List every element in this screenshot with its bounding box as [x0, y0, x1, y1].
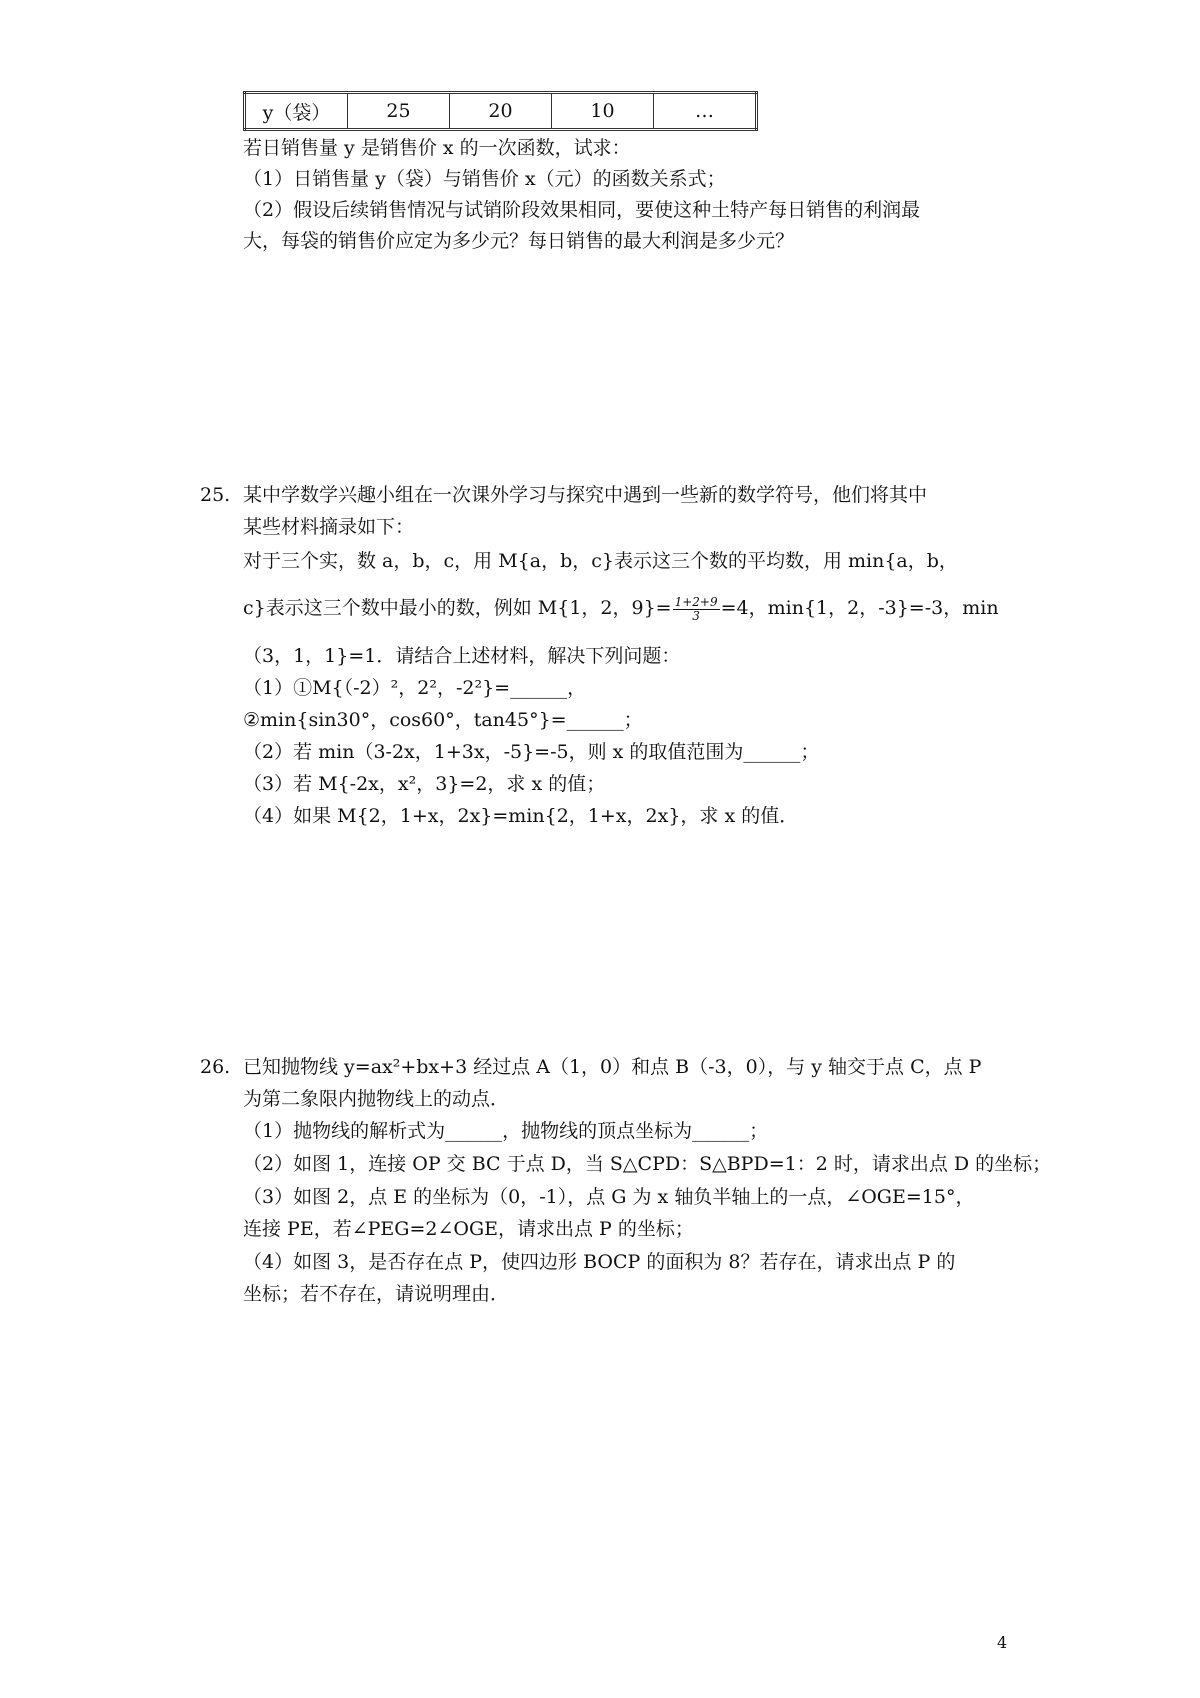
q25-part1-b: ②min{sin30°，cos60°，tan45°}=______； — [243, 709, 643, 731]
q25-example-line — [243, 593, 999, 623]
q25-part4: （4）如果 M{2，1+x，2x}=min{2，1+x，2x}，求 x 的值． — [243, 805, 799, 827]
q25-part3: （3）若 M{-2x，x²，3}=2，求 x 的值； — [243, 773, 606, 795]
q25-line: 对于三个实，数 a，b，c，用 M{a，b，c}表示这三个数的平均数，用 min{a，b， — [243, 550, 958, 572]
table-cell: 10 — [552, 93, 654, 130]
q25-number: 25. — [200, 484, 231, 506]
fraction-numerator: 1+2+9 — [674, 594, 718, 609]
table-cell: 20 — [450, 93, 552, 130]
page-number: 4 — [997, 1633, 1008, 1652]
q24-line: 若日销售量 y 是销售价 x 的一次函数，试求： — [243, 137, 631, 159]
q26-part4-cont: 坐标；若不存在，请说明理由． — [243, 1283, 510, 1305]
q24-part2-cont: 大，每袋的销售价应定为多少元？每日销售的最大利润是多少元？ — [243, 230, 795, 252]
q25-line: 某些材料摘录如下： — [243, 516, 415, 538]
q24-part1: （1）日销售量 y（袋）与销售价 x（元）的函数关系式； — [243, 168, 726, 190]
q25-part1: （1）①M{（-2）²，2²，-2²}=______， — [243, 677, 587, 699]
table-row — [245, 93, 757, 130]
q25-part2: （2）若 min（3-2x，1+3x，-5}=-5，则 x 的取值范围为______； — [243, 741, 820, 763]
q25-example-b: =4，min{1，2，-3}=-3，min — [720, 597, 999, 619]
q26-part1: （1）抛物线的解析式为______，抛物线的顶点坐标为______； — [243, 1120, 769, 1142]
q24-part2: （2）假设后续销售情况与试销阶段效果相同，要使这种土特产每日销售的利润最 — [243, 199, 921, 221]
q26-part2: （2）如图 1，连接 OP 交 BC 于点 D，当 S△CPD：S△BPD=1：2 时，请求出点 D 的坐标； — [243, 1153, 1052, 1175]
q26-part3: （3）如图 2，点 E 的坐标为（0，-1），点 G 为 x 轴负半轴上的一点，∠OGE=15°， — [243, 1186, 975, 1208]
q26-number: 26. — [200, 1056, 231, 1078]
q25-line: 某中学数学兴趣小组在一次课外学习与探究中遇到一些新的数学符号，他们将其中 — [243, 484, 928, 506]
table-row-label: y（袋） — [245, 93, 348, 130]
sales-table — [243, 91, 758, 131]
q26-part4: （4）如图 3，是否存在点 P，使四边形 BOCP 的面积为 8？若存在，请求出点 P 的 — [243, 1251, 956, 1273]
q26-line: 为第二象限内抛物线上的动点． — [243, 1088, 510, 1110]
q26-line: 已知抛物线 y=ax²+bx+3 经过点 A（1，0）和点 B（-3，0），与 y 轴交于点 C，点 P — [243, 1056, 982, 1078]
table-cell: … — [654, 93, 757, 130]
q25-example-a: c}表示这三个数中最小的数，例如 M{1，2，9}= — [243, 597, 672, 619]
q26-part3-cont: 连接 PE，若∠PEG=2∠OGE，请求出点 P 的坐标； — [243, 1218, 694, 1240]
fraction — [673, 596, 720, 623]
table-cell: 25 — [348, 93, 450, 130]
q25-line: （3，1，1}=1．请结合上述材料，解决下列问题： — [243, 645, 681, 667]
fraction-denominator: 3 — [692, 608, 700, 623]
